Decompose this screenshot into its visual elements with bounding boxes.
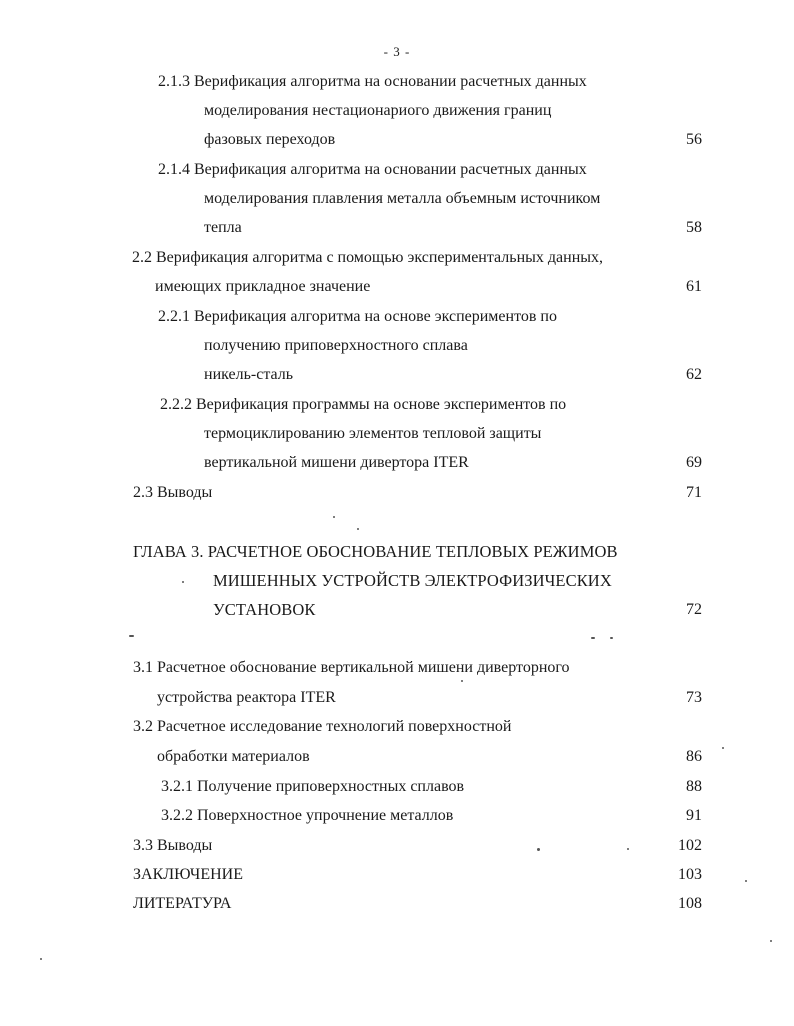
toc-3-3-line-1: 3.3 Выводы	[133, 837, 213, 854]
toc-2-2-1-line-1: 2.2.1 Верификация алгоритма на основе экспериментов по	[158, 308, 557, 325]
toc-3-2-2-page: 91	[686, 807, 702, 824]
toc-2-1-3-page: 56	[686, 131, 702, 148]
toc-2-2-1-line-3: никель-сталь	[204, 366, 294, 383]
scan-speck	[591, 637, 595, 639]
toc-2-3-line-1: 2.3 Выводы	[133, 484, 213, 501]
scan-speck	[357, 528, 359, 530]
scan-speck	[627, 848, 629, 850]
toc-2-1-4-line-2: моделирования плавления металла объемным источником	[204, 190, 601, 207]
toc-2-2-line-1: 2.2 Верификация алгоритма с помощью экспериментальных данных,	[132, 249, 603, 266]
toc-2-2-1-page: 62	[686, 366, 702, 383]
toc-2-2-2-line-2: термоциклированию элементов тепловой защиты	[204, 425, 542, 442]
toc-literature-page: 108	[678, 895, 702, 912]
chapter-3-title-line-2: МИШЕННЫХ УСТРОЙСТВ ЭЛЕКТРОФИЗИЧЕСКИХ	[213, 571, 612, 590]
toc-3-2-page: 86	[686, 748, 702, 765]
toc-literature: ЛИТЕРАТУРА	[133, 895, 232, 912]
scan-speck	[537, 848, 540, 851]
toc-2-2-line-2: имеющих прикладное значение	[155, 278, 371, 295]
toc-2-2-1-line-2: получению приповерхностного сплава	[204, 337, 468, 354]
toc-2-1-4-line-3: тепла	[204, 219, 242, 236]
toc-3-2-line-1: 3.2 Расчетное исследование технологий поверхностной	[133, 718, 512, 735]
toc-2-2-page: 61	[686, 278, 702, 295]
scan-speck	[182, 581, 184, 583]
scan-speck	[722, 747, 724, 749]
toc-2-1-4-page: 58	[686, 219, 702, 236]
toc-conclusion-page: 103	[678, 866, 702, 883]
scan-speck	[770, 940, 772, 942]
toc-2-1-4-line-1: 2.1.4 Верификация алгоритма на основании расчетных данных	[158, 161, 587, 178]
scan-speck	[461, 680, 463, 682]
toc-2-1-3-line-2: моделирования нестационариого движения границ	[204, 102, 552, 119]
chapter-3-title-line-1: ГЛАВА 3. РАСЧЕТНОЕ ОБОСНОВАНИЕ ТЕПЛОВЫХ РЕЖИМОВ	[133, 542, 618, 561]
toc-2-2-2-line-1: 2.2.2 Верификация программы на основе экспериментов по	[160, 396, 567, 413]
toc-3-1-line-2: устройства реактора ITER	[157, 689, 336, 706]
toc-3-2-2-line-1: 3.2.2 Поверхностное упрочнение металлов	[161, 807, 454, 824]
scan-speck	[129, 635, 134, 637]
scan-speck	[745, 880, 747, 882]
page-number: - 3 -	[383, 44, 411, 59]
toc-2-2-2-page: 69	[686, 454, 702, 471]
toc-2-3-page: 71	[686, 484, 702, 501]
toc-3-2-1-page: 88	[686, 778, 702, 795]
toc-3-3-page: 102	[678, 837, 702, 854]
chapter-3-title-line-3: УСТАНОВОК	[213, 600, 316, 619]
chapter-3-page: 72	[686, 601, 702, 618]
toc-2-2-2-line-3: вертикальной мишени дивертора ITER	[204, 454, 469, 471]
scan-speck	[333, 516, 335, 518]
toc-3-1-line-1: 3.1 Расчетное обоснование вертикальной мишени диверторного	[133, 659, 570, 676]
toc-conclusion: ЗАКЛЮЧЕНИЕ	[133, 866, 243, 883]
scan-speck	[610, 637, 613, 639]
toc-2-1-3-line-1: 2.1.3 Верификация алгоритма на основании расчетных данных	[158, 73, 587, 90]
toc-3-2-1-line-1: 3.2.1 Получение приповерхностных сплавов	[161, 778, 465, 795]
toc-2-1-3-line-3: фазовых переходов	[204, 131, 336, 148]
toc-3-1-page: 73	[686, 689, 702, 706]
scan-speck	[40, 958, 42, 960]
toc-3-2-line-2: обработки материалов	[157, 748, 310, 765]
